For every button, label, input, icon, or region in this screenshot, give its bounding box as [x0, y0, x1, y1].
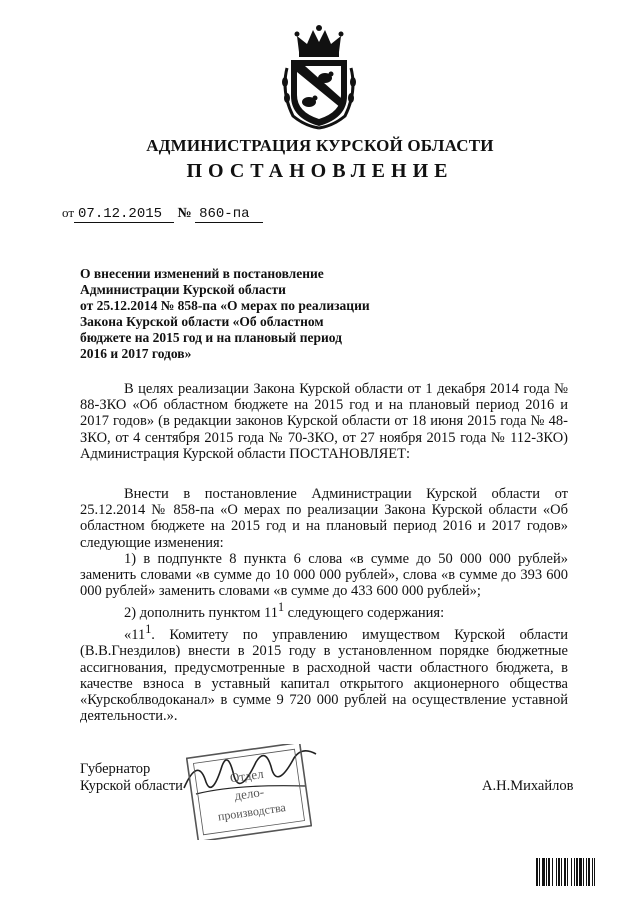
- barcode-bar: [592, 858, 593, 886]
- resolution-paragraph: [80, 486, 568, 725]
- barcode-bar: [594, 858, 595, 886]
- subject-line: Закона Курской области «Об областном: [80, 314, 324, 329]
- document-type-title: ПОСТАНОВЛЕНИЕ: [186, 160, 454, 182]
- stamp-line: дело-: [233, 783, 265, 803]
- stamp-line: Отдел: [228, 765, 265, 786]
- barcode-bar: [546, 858, 547, 886]
- barcode-bar: [588, 858, 590, 886]
- barcode-bar: [564, 858, 566, 886]
- amendment-item-1: 1) в подпункте 8 пункта 6 слова «в сумме до 50 000 000 рублей» заменить словами «в сумме до 10 000 000 рублей», слова «в сумме до 393 600 000 рублей» заменить словами «в сумме до 433 600 000 рублей»;: [80, 550, 568, 600]
- barcode-bar: [579, 858, 582, 886]
- barcode-bar: [567, 858, 568, 886]
- subject-line: 2016 и 2017 годов»: [80, 346, 192, 361]
- barcode-bar: [556, 858, 557, 886]
- barcode-bar: [552, 858, 553, 886]
- barcode-bar: [574, 858, 575, 886]
- subject-line: от 25.12.2014 № 858-па «О мерах по реализации: [80, 298, 370, 313]
- barcode-bar: [548, 858, 550, 886]
- signatory-name: А.Н.Михайлов: [482, 778, 574, 794]
- barcode-bar: [558, 858, 560, 886]
- amendment-item-2: 2) дополнить пунктом $11^1$ следующего содержания:: [124, 600, 445, 622]
- barcode-bar: [576, 858, 578, 886]
- signatory-position: [80, 761, 183, 795]
- barcode: [536, 858, 628, 886]
- date-label: от: [62, 205, 75, 220]
- barcode-bar: [542, 858, 545, 886]
- document-dateline: [62, 205, 263, 223]
- document-date: 07.12.2015: [74, 206, 174, 223]
- inserted-clause: «$11^1$. Комитету по управлению имуществом Курской области (В.В.Гнездилов) внести в 2015 году в установленном порядке бюджетные ассигнования, предусмотренные в расходной части областного бюджета, в качестве взноса в уставный капитал открытого акционерного общества «Курскоблводоканал» в сумме 9 720 000 рублей на осуществление уставной деятельности.».: [80, 622, 568, 725]
- resolution-intro: Внести в постановление Администрации Курской области от 25.12.2014 № 858-па «О мерах по реализации Закона Курской области «Об областном бюджете на 2015 год и на плановый период 2016 и 2017 годов» следующие изменения:: [80, 486, 568, 551]
- barcode-bar: [561, 858, 562, 886]
- document-subject: [80, 266, 420, 362]
- coat-of-arms-emblem: [277, 22, 361, 130]
- subject-line: Администрации Курской области: [80, 282, 286, 297]
- barcode-bar: [586, 858, 587, 886]
- barcode-bar: [571, 858, 572, 886]
- organization-title: АДМИНИСТРАЦИЯ КУРСКОЙ ОБЛАСТИ: [146, 136, 494, 155]
- position-line: Губернатор: [80, 761, 151, 777]
- position-line: Курской области: [80, 778, 183, 794]
- preamble-paragraph: В целях реализации Закона Курской области от 1 декабря 2014 года № 88-ЗКО «Об областном бюджете на 2015 год и на плановый период 2016 и 2017 годов» (в редакции законов Курской области от 18 июня 2015 года № 48-ЗКО, от 4 сентября 2015 года № 70-ЗКО, от 27 ноября 2015 года № 112-ЗКО) Администрация Курской области ПОСТАНОВЛЯЕТ:: [80, 381, 568, 462]
- subject-line: О внесении изменений в постановление: [80, 266, 324, 281]
- subject-line: бюджете на 2015 год и на плановый период: [80, 330, 342, 345]
- barcode-bar: [583, 858, 584, 886]
- barcode-bar: [539, 858, 540, 886]
- stamp-line: производства: [216, 800, 287, 824]
- barcode-bar: [536, 858, 538, 886]
- office-stamp: [186, 744, 312, 840]
- document-number: 860-па: [195, 206, 263, 223]
- number-label: №: [177, 206, 192, 221]
